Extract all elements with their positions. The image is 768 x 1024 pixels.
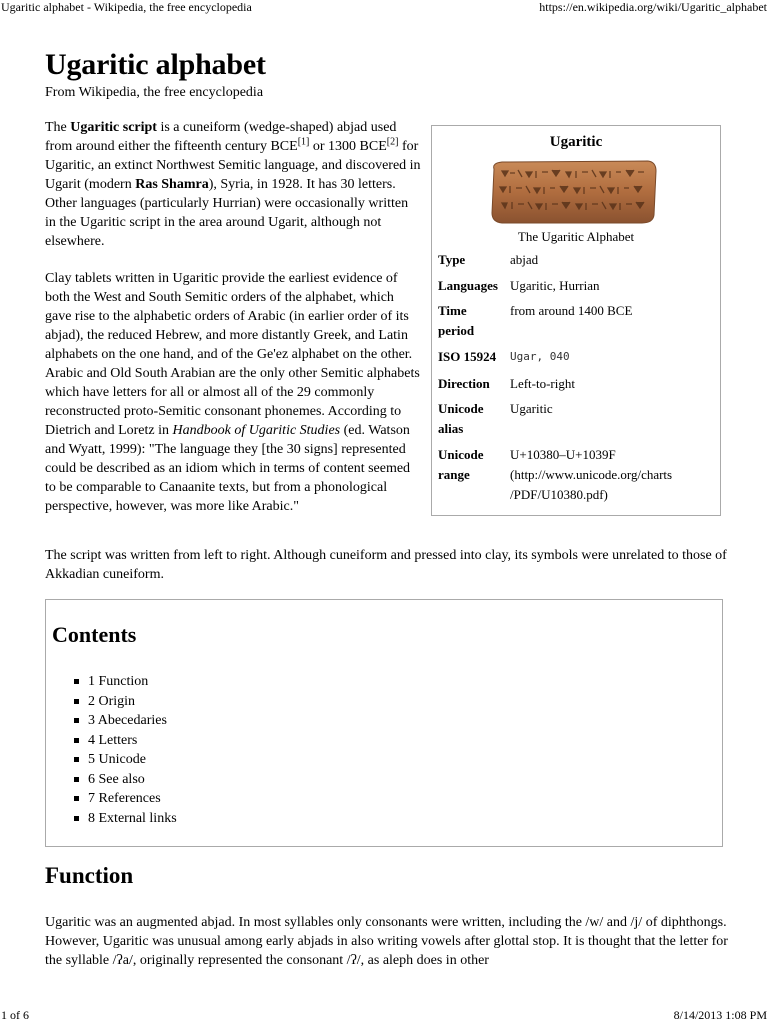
infobox-value: from around 1400 BCE (510, 303, 633, 318)
toc-item-external-links[interactable]: 8 External links (74, 809, 177, 829)
print-url[interactable]: https://en.wikipedia.org/wiki/Ugaritic_alphabet (539, 0, 767, 14)
text-run: is a cuneiform (wedge-shaped) abjad used from around either the fifteenth century BCE (45, 120, 397, 154)
toc-item-unicode[interactable]: 5 Unicode (74, 750, 177, 770)
citation-link-1[interactable]: [1] (297, 136, 310, 148)
infobox-value: Ugaritic (510, 401, 553, 416)
ugaritic-tablet-image[interactable] (488, 159, 658, 225)
text-run: (ed. Watson and Wyatt, 1999): "The language they [the 30 signs] represented could be described as an idiom which in terms of content seemed to be comparable to Canaanite texts, but from a phonological perspective, however, was more like Arabic." (45, 423, 411, 514)
page-count: 1 of 6 (1, 1008, 29, 1022)
infobox-title: Ugaritic (549, 134, 603, 150)
italic-book-title: Handbook of Ugaritic Studies (172, 423, 341, 438)
infobox-value: Left-to-right (510, 376, 575, 391)
toc-item-abecedaries[interactable]: 3 Abecedaries (74, 711, 177, 731)
infobox-value[interactable]: Ugaritic, Hurrian (510, 278, 600, 293)
infobox-label[interactable]: ISO 15924 (438, 349, 497, 364)
table-of-contents (45, 599, 723, 847)
citation-link-2[interactable]: [2] (386, 136, 399, 148)
toc-item-references[interactable]: 7 References (74, 789, 177, 809)
infobox-label: Type (438, 252, 466, 267)
infobox-value: Ugar, 040 (510, 350, 570, 363)
intro-paragraph (45, 118, 421, 251)
infobox-caption: The Ugaritic Alphabet (517, 229, 635, 244)
text-run: Clay tablets written in Ugaritic provide the earliest evidence of both the West and South Semitic orders of the alphabet, which gave rise to the alphabetic orders of Arabic (in earlier order of its abjad), the reduced Hebrew, and more distantly Greek, and Latin alphabets on the one hand, and of the Ge'ez alphabet on the other. Arabic and Old South Arabian are the only other Semitic alphabets which have letters for all or almost all of the 29 commonly reconstructed proto-Semitic consonant phonemes. According to Dietrich and Loretz in (45, 271, 420, 438)
infobox-label: Time period (438, 303, 475, 338)
toc-item-origin[interactable]: 2 Origin (74, 692, 177, 712)
print-datetime: 8/14/2013 1:08 PM (673, 1008, 767, 1022)
text-run: or 1300 BCE (309, 139, 387, 154)
toc-item-letters[interactable]: 4 Letters (74, 731, 177, 751)
section-heading-function: Function (45, 863, 134, 888)
text-run: for Ugaritic, an extinct Northwest Semitic language, and discovered in Ugarit (modern (45, 139, 421, 192)
print-footer (0, 1008, 768, 1024)
infobox (431, 125, 721, 516)
toc-item-function[interactable]: 1 Function (74, 672, 177, 692)
infobox-label: Languages (438, 278, 498, 293)
infobox-label[interactable]: Unicode range (438, 447, 484, 482)
direction-paragraph: The script was written from left to right. Although cuneiform and pressed into clay, its symbols were unrelated to those of Akkadian cuneiform. (45, 548, 727, 582)
toc-item-see-also[interactable]: 6 See also (74, 770, 177, 790)
article-tagline: From Wikipedia, the free encyclopedia (45, 85, 264, 100)
infobox-label: Direction (438, 376, 490, 391)
bold-term-ras-shamra: Ras Shamra (135, 177, 209, 192)
text-run: ), Syria, in 1928. It has 30 letters. Other languages (particularly Hurrian) were occasionally written in the Ugaritic script in the area around Ugarit, although not elsewhere. (45, 177, 409, 249)
infobox-label[interactable]: Unicode alias (438, 401, 484, 436)
toc-title: Contents (52, 622, 137, 647)
infobox-value[interactable]: abjad (510, 252, 539, 267)
article-title: Ugaritic alphabet (45, 48, 266, 81)
toc-list (74, 672, 177, 828)
clay-tablets-paragraph (45, 269, 421, 516)
infobox-value[interactable]: U+10380–U+1039F (http://www.unicode.org/charts /PDF/U10380.pdf) (510, 447, 673, 502)
print-page-title: Ugaritic alphabet - Wikipedia, the free encyclopedia (1, 0, 252, 14)
function-paragraph: Ugaritic was an augmented abjad. In most syllables only consonants were written, including the /w/ and /j/ of diphthongs. However, Ugaritic was unusual among early abjads in also writing vowels after glottal stop. It is thought that the letter for the syllable /ʔa/, originally represented the consonant /ʔ/, as aleph does in other (45, 915, 728, 968)
print-header (0, 0, 768, 16)
bold-term-ugaritic-script: Ugaritic script (70, 120, 157, 135)
text-run: The (45, 120, 71, 135)
